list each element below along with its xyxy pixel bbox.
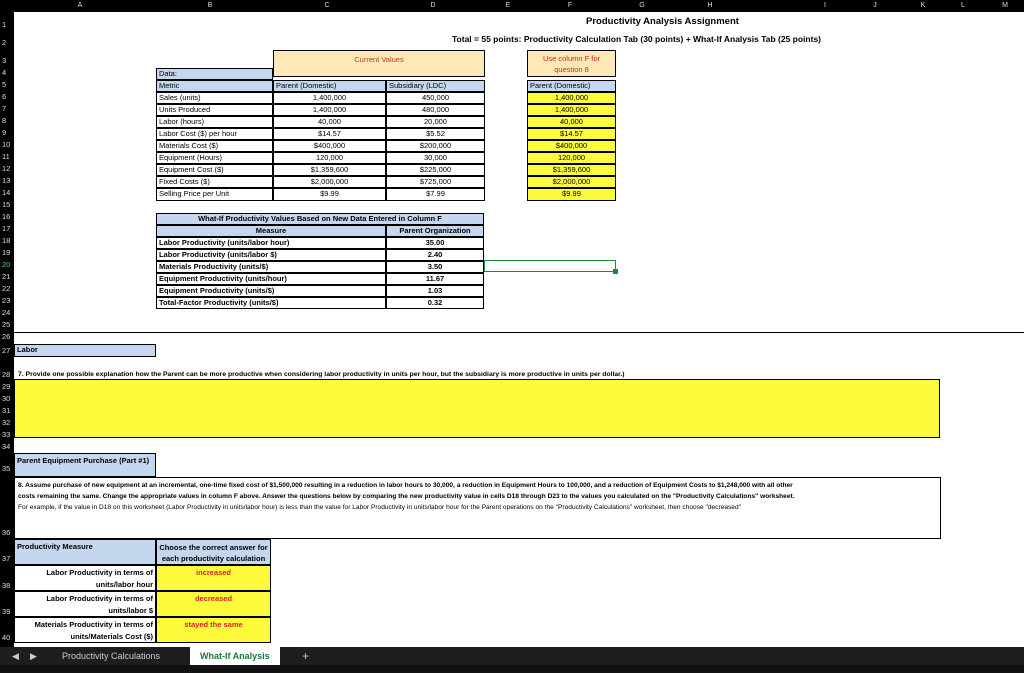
metric-name[interactable]: Selling Price per Unit [156,188,273,201]
answer-select[interactable]: increased [156,565,271,591]
answer-measure-line2: units/Materials Cost ($) [70,632,153,641]
whatif-measure[interactable]: Materials Productivity (units/$) [156,261,386,273]
row-header[interactable]: 26 [2,332,11,341]
scroll-right-icon[interactable]: ▶ [30,651,37,661]
answer-measure[interactable] [14,617,156,643]
metric-sub-value[interactable]: $725,000 [386,176,485,188]
question-8-line3: For example, if the value in D18 on this worksheet (Labor Productivity in units/labor hour) is less than the value for Labor Productivity in units/labor hour for the Parent operations on the "Productivity Calculations" worksheet, then choose "decreased" [18,504,741,511]
metric-name[interactable]: Equipment Cost ($) [156,164,273,176]
metric-name[interactable]: Fixed Costs ($) [156,176,273,188]
answer-measure-line1: Materials Productivity in terms of [34,620,153,629]
choose-answer-text: Choose the correct answer for each productivity calculation [159,543,268,563]
metric-header[interactable]: Metric [156,80,273,92]
row-header[interactable]: 2 [2,38,7,47]
row-header[interactable]: 38 [2,581,11,590]
metric-f-value[interactable]: $1,359,600 [527,164,616,176]
metric-sub-value[interactable]: $5.52 [386,128,485,140]
whatif-value[interactable]: 11.67 [386,273,484,285]
column-header-a[interactable]: A [77,2,83,9]
row-header[interactable]: 21 [2,272,11,281]
column-header-d[interactable]: D [430,2,436,9]
metric-sub-value[interactable]: 20,000 [386,116,485,128]
metric-f-value[interactable]: 1,400,000 [527,92,616,104]
row-header[interactable]: 19 [2,248,11,257]
status-bar [0,665,1024,673]
question-7[interactable]: 7. Provide one possible explanation how the Parent can be more productive when considering labor productivity in units per hour, but the subsidiary is more productive in units per dollar.) [18,371,625,378]
answer-measure-line1: Labor Productivity in terms of [46,568,153,577]
page-title[interactable]: Productivity Analysis Assignment [586,17,739,26]
metric-sub-value[interactable]: $200,000 [386,140,485,152]
row-header[interactable]: 24 [2,308,11,317]
column-header-j[interactable]: J [873,2,877,9]
metric-parent-value[interactable]: $14.57 [273,128,386,140]
metric-parent-value[interactable]: $9.99 [273,188,386,201]
metric-parent-value[interactable]: 1,400,000 [273,104,386,116]
row-header[interactable]: 5 [2,80,7,89]
q7-answer-box[interactable] [14,379,940,438]
row-header[interactable]: 29 [2,382,11,391]
metric-f-value[interactable]: 40,000 [527,116,616,128]
use-column-f-note[interactable] [527,50,616,77]
whatif-measure[interactable]: Labor Productivity (units/labor hour) [156,237,386,249]
scroll-left-icon[interactable]: ◀ [12,651,19,661]
metric-sub-value[interactable]: $225,000 [386,164,485,176]
metric-f-value[interactable]: $9.99 [527,188,616,201]
row-header[interactable]: 10 [2,140,11,149]
row-header[interactable]: 14 [2,188,11,197]
column-header-k[interactable]: K [920,2,926,9]
metric-parent-value[interactable]: 1,400,000 [273,92,386,104]
row-header[interactable]: 4 [2,68,7,77]
add-sheet-button[interactable]: + [302,649,310,663]
row-header[interactable]: 9 [2,128,7,137]
metric-sub-value[interactable]: 30,000 [386,152,485,164]
row-header[interactable]: 15 [2,200,11,209]
selected-cell[interactable] [484,260,616,272]
row-header[interactable]: 23 [2,296,11,305]
metric-sub-value[interactable]: 450,000 [386,92,485,104]
parent-org-header[interactable]: Parent Organization [386,225,484,237]
whatif-value[interactable]: 0.32 [386,297,484,309]
metric-parent-value[interactable]: $400,000 [273,140,386,152]
f-parent-header[interactable]: Parent (Domestic) [527,80,616,92]
sheet-tab-bar [0,647,1024,665]
column-header-bar [0,0,1024,12]
whatif-value[interactable]: 2.40 [386,249,484,261]
whatif-title[interactable]: What-If Productivity Values Based on New Data Entered in Column F [156,213,484,225]
fill-handle[interactable] [613,269,618,274]
column-header-b[interactable]: B [207,2,213,9]
row-header[interactable]: 28 [2,370,11,379]
column-header-m[interactable]: M [1002,2,1008,9]
column-header-h[interactable]: H [707,2,713,9]
whatif-measure[interactable]: Labor Productivity (units/labor $) [156,249,386,261]
answer-measure-line2: units/labor hour [95,580,153,589]
metric-f-value[interactable]: $2,000,000 [527,176,616,188]
choose-answer-header[interactable] [156,539,271,565]
whatif-measure[interactable]: Total-Factor Productivity (units/$) [156,297,386,309]
metric-f-value[interactable]: 120,000 [527,152,616,164]
productivity-measure-header[interactable]: Productivity Measure [14,539,156,565]
row-header[interactable]: 16 [2,212,11,221]
row-header[interactable]: 33 [2,430,11,439]
metric-sub-value[interactable]: 480,000 [386,104,485,116]
row-header[interactable]: 8 [2,116,7,125]
current-values-header[interactable] [273,50,485,77]
whatif-measure[interactable]: Equipment Productivity (units/$) [156,285,386,297]
column-header-i[interactable]: I [824,2,826,9]
metric-parent-value[interactable]: 120,000 [273,152,386,164]
metric-parent-value[interactable]: $1,359,600 [273,164,386,176]
metric-name[interactable]: Labor (hours) [156,116,273,128]
row-header[interactable]: 13 [2,176,11,185]
row-header[interactable]: 37 [2,554,11,563]
section-divider [14,332,1024,333]
parent-equipment-label[interactable] [14,453,156,477]
column-header-f[interactable]: F [567,2,573,9]
row-header[interactable]: 18 [2,236,11,245]
tab-productivity-calculations[interactable]: Productivity Calculations [62,651,161,661]
row-header[interactable]: 25 [2,320,11,329]
row-header[interactable]: 6 [2,92,7,101]
whatif-value[interactable]: 3.50 [386,261,484,273]
answer-measure[interactable] [14,565,156,591]
row-header-selected[interactable]: 20 [2,260,11,269]
answer-measure-line2: units/labor $ [108,606,153,615]
use-column-f-label: Use column F for question 8 [542,54,601,74]
row-header[interactable]: 3 [2,56,7,65]
row-header[interactable]: 27 [2,346,11,355]
row-header[interactable]: 34 [2,442,11,451]
answer-select[interactable]: stayed the same [156,617,271,643]
row-header[interactable]: 12 [2,164,11,173]
metric-name[interactable]: Sales (units) [156,92,273,104]
row-header[interactable]: 22 [2,284,11,293]
question-8-box[interactable] [14,477,941,539]
page-subtitle[interactable]: Total = 55 points: Productivity Calculation Tab (30 points) + What-If Analysis Tab (25 points) [452,35,822,44]
whatif-value[interactable]: 35.00 [386,237,484,249]
row-header[interactable]: 36 [2,528,11,537]
row-header[interactable]: 39 [2,607,11,616]
column-header-e[interactable]: E [505,2,511,9]
row-header[interactable]: 7 [2,104,7,113]
answer-measure[interactable] [14,591,156,617]
parent-header[interactable]: Parent (Domestic) [273,80,386,92]
metric-name[interactable]: Equipment (Hours) [156,152,273,164]
column-header-c[interactable]: C [324,2,330,9]
row-header[interactable]: 32 [2,418,11,427]
answer-select[interactable]: decreased [156,591,271,617]
row-header[interactable]: 1 [2,20,7,29]
answer-measure-line1: Labor Productivity in terms of [46,594,153,603]
row-header[interactable]: 31 [2,406,11,415]
whatif-measure[interactable]: Equipment Productivity (units/hour) [156,273,386,285]
column-header-g[interactable]: G [639,2,645,9]
whatif-value[interactable]: 1.03 [386,285,484,297]
metric-sub-value[interactable]: $7.99 [386,188,485,201]
parent-equipment-text: Parent Equipment Purchase (Part #1) [17,456,150,465]
metric-parent-value[interactable]: $2,000,000 [273,176,386,188]
metric-f-value[interactable]: $400,000 [527,140,616,152]
row-header[interactable]: 30 [2,394,11,403]
tab-whatif-analysis[interactable]: What-If Analysis [190,647,280,665]
question-8-line1: 8. Assume purchase of new equipment at an incremental, one-time fixed cost of $1,500,000 resulting in a reduction in labor hours to 30,000, a reduction in Equipment Hours to 100,000, and a reduction of Equipment Costs to $1,248,000 with all other [18,482,793,489]
row-header[interactable]: 17 [2,224,11,233]
row-header[interactable]: 11 [2,152,10,161]
metric-name[interactable]: Materials Cost ($) [156,140,273,152]
measure-header[interactable]: Measure [156,225,386,237]
data-label-cell[interactable]: Data: [156,68,273,80]
labor-label[interactable]: Labor [14,344,156,357]
subsidiary-header[interactable]: Subsidiary (LDC) [386,80,485,92]
metric-f-value[interactable]: $14.57 [527,128,616,140]
row-header[interactable]: 40 [2,633,11,642]
metric-name[interactable]: Units Produced [156,104,273,116]
metric-name[interactable]: Labor Cost ($) per hour [156,128,273,140]
metric-parent-value[interactable]: 40,000 [273,116,386,128]
current-values-label: Current Values [354,55,404,64]
column-header-l[interactable]: L [961,2,965,9]
question-8-line2: costs remaining the same. Change the appropriate values in column F above. Answer the questions below by comparing the new productivity value in cells D18 through D23 to the values you calculated on the "Productivity Calculations" worksheet. [18,493,795,500]
metric-f-value[interactable]: 1,400,000 [527,104,616,116]
row-header[interactable]: 35 [2,464,11,473]
